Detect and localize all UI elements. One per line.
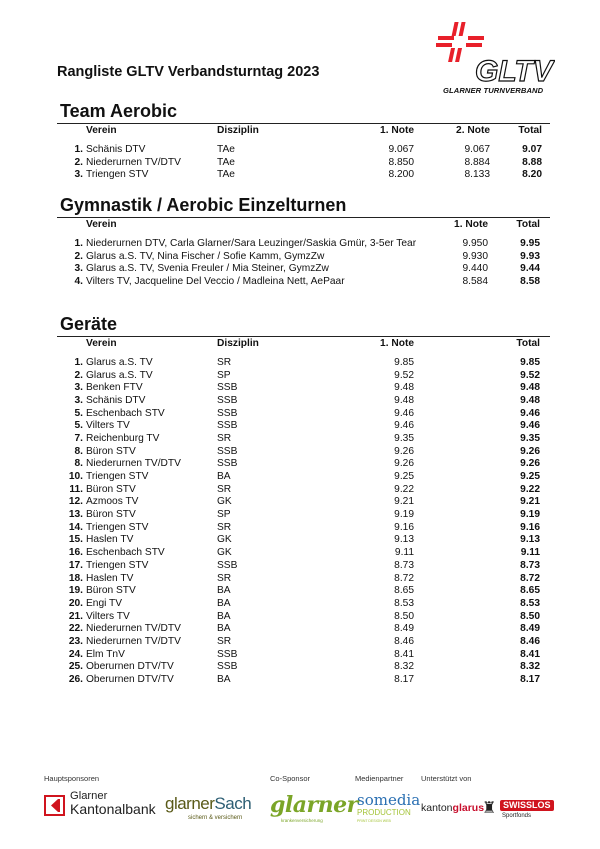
total: 8.88 <box>522 156 542 168</box>
filler <box>540 407 550 420</box>
total: 9.48 <box>520 382 540 394</box>
table-row <box>57 394 550 407</box>
verein: Oberurnen DTV/TV <box>86 661 174 673</box>
header-note1: 1. Note <box>454 219 488 230</box>
total: 9.44 <box>520 263 540 275</box>
rank: 10. <box>68 471 83 483</box>
total: 9.93 <box>520 250 540 262</box>
total: 8.20 <box>522 169 542 181</box>
total: 9.46 <box>520 420 540 432</box>
total: 8.32 <box>520 661 540 673</box>
table-row <box>57 470 550 483</box>
table-row <box>57 496 550 509</box>
total: 9.52 <box>520 369 540 381</box>
table-row <box>57 458 550 471</box>
verein: Büron STV <box>86 585 136 597</box>
label-medienpartner: Medienpartner <box>355 774 404 783</box>
note1: 8.850 <box>388 156 414 168</box>
fridolin-icon: ♜ <box>482 800 497 817</box>
note2: 8.133 <box>464 169 490 181</box>
disziplin: GK <box>217 496 232 508</box>
rank: 25. <box>68 661 83 673</box>
table-row <box>57 648 550 661</box>
rank: 26. <box>68 674 83 686</box>
filler <box>540 445 550 458</box>
rank: 3. <box>74 263 83 275</box>
verein: Büron STV <box>86 509 136 521</box>
table-row <box>57 673 550 686</box>
table-row <box>57 432 550 445</box>
note1: 9.26 <box>394 445 414 457</box>
section-team-aerobic <box>57 100 550 181</box>
rank: 19. <box>68 585 83 597</box>
table-row <box>57 622 550 635</box>
glarner-kv-tagline: krankenversicherung <box>281 818 323 823</box>
sponsor-footer <box>0 770 600 840</box>
verein: Schänis DTV <box>86 143 146 155</box>
table-header <box>57 124 550 137</box>
disziplin: SP <box>217 369 231 381</box>
gkb-logo-icon <box>44 795 65 816</box>
filler <box>540 356 550 369</box>
filler <box>540 534 550 547</box>
verein: Haslen TV <box>86 534 134 546</box>
note1: 9.48 <box>394 394 414 406</box>
filler <box>542 168 550 181</box>
disziplin: SSB <box>217 648 238 660</box>
note1: 9.440 <box>462 263 488 275</box>
rank: 2. <box>74 250 83 262</box>
total: 9.07 <box>522 143 542 155</box>
filler <box>540 521 550 534</box>
total: 8.50 <box>520 610 540 622</box>
header-disziplin: Disziplin <box>217 338 259 349</box>
verein: Vilters TV, Jacqueline Del Veccio / Madleina Nett, AePaar <box>86 275 345 287</box>
gltv-subtitle: GLARNER TURNVERBAND <box>443 86 544 95</box>
total: 9.26 <box>520 458 540 470</box>
rank: 11. <box>69 483 83 495</box>
total: 9.95 <box>520 237 540 249</box>
rank: 15. <box>68 534 83 546</box>
note1: 8.17 <box>394 674 414 686</box>
note1: 9.48 <box>394 382 414 394</box>
rank: 3. <box>74 169 83 181</box>
glarner-kv-logo: glarner <box>270 792 358 818</box>
disziplin: SP <box>217 509 231 521</box>
verein: Niederurnen DTV, Carla Glarner/Sara Leuzinger/Saskia Gmür, 3-5er Tear <box>86 237 417 249</box>
table-row <box>57 508 550 521</box>
rank: 17. <box>68 559 83 571</box>
rank: 23. <box>68 635 83 647</box>
filler <box>540 275 550 288</box>
note1: 9.85 <box>394 356 414 368</box>
rank: 5. <box>74 407 83 419</box>
total: 8.41 <box>520 648 540 660</box>
note2: 8.884 <box>464 156 490 168</box>
disziplin: SSB <box>217 420 238 432</box>
note1: 8.200 <box>388 169 414 181</box>
somedia-tagline: PRINT DESIGN WEB <box>357 819 391 823</box>
total: 8.65 <box>520 585 540 597</box>
table-row <box>57 534 550 547</box>
verein: Büron STV <box>86 445 136 457</box>
gymnastik-table <box>57 218 550 288</box>
note1: 9.950 <box>462 237 488 249</box>
note1: 8.53 <box>394 597 414 609</box>
table-row <box>57 237 550 250</box>
glarus-text: glarus <box>452 802 485 814</box>
label-hauptsponsoren: Hauptsponsoren <box>44 774 100 783</box>
table-row <box>57 262 550 275</box>
total: 9.16 <box>520 521 540 533</box>
disziplin: SSB <box>217 559 238 571</box>
filler <box>540 559 550 572</box>
filler <box>540 597 550 610</box>
table-row <box>57 445 550 458</box>
rank: 3. <box>74 394 83 406</box>
filler <box>540 496 550 509</box>
rank: 1. <box>74 143 83 155</box>
swisslos-logo: SWISSLOS <box>500 800 554 811</box>
header-verein: Verein <box>86 338 117 349</box>
note1: 9.11 <box>394 547 414 559</box>
disziplin: SSB <box>217 407 238 419</box>
verein: Eschenbach STV <box>86 407 165 419</box>
header-verein: Verein <box>86 219 117 230</box>
total: 8.53 <box>520 597 540 609</box>
note1: 8.32 <box>394 661 414 673</box>
header-note1: 1. Note <box>380 125 414 136</box>
rank: 13. <box>68 509 83 521</box>
rank: 18. <box>68 572 83 584</box>
total: 9.85 <box>520 356 540 368</box>
total: 8.46 <box>520 635 540 647</box>
note1: 8.46 <box>394 635 414 647</box>
table-row <box>57 610 550 623</box>
gkb-line2: Kantonalbank <box>70 801 156 817</box>
table-row <box>57 521 550 534</box>
filler <box>540 381 550 394</box>
total: 8.58 <box>520 275 540 287</box>
disziplin: BA <box>217 585 231 597</box>
disziplin: TAe <box>217 156 235 168</box>
total: 9.35 <box>520 432 540 444</box>
note1: 8.65 <box>394 585 414 597</box>
filler <box>540 508 550 521</box>
rank: 2. <box>74 369 83 381</box>
header-note2: 2. Note <box>456 125 490 136</box>
verein: Büron STV <box>86 483 136 495</box>
verein: Niederurnen TV/DTV <box>86 623 181 635</box>
total: 9.21 <box>520 496 540 508</box>
note1: 9.26 <box>394 458 414 470</box>
rank: 8. <box>74 458 83 470</box>
header-disziplin: Disziplin <box>217 125 259 136</box>
verein: Elm TnV <box>86 648 125 660</box>
verein: Vilters TV <box>86 420 130 432</box>
disziplin: TAe <box>217 143 235 155</box>
rank: 22. <box>68 623 83 635</box>
disziplin: SSB <box>217 394 238 406</box>
total: 9.11 <box>520 547 540 559</box>
total: 9.19 <box>520 509 540 521</box>
table-row <box>57 661 550 674</box>
filler <box>540 584 550 597</box>
note1: 9.46 <box>394 420 414 432</box>
geraete-table <box>57 337 550 686</box>
kanton-text: kanton <box>421 802 453 814</box>
verein: Niederurnen TV/DTV <box>86 458 181 470</box>
disziplin: SR <box>217 432 232 444</box>
note1: 8.41 <box>394 648 414 660</box>
total: 9.26 <box>520 445 540 457</box>
note1: 9.930 <box>462 250 488 262</box>
verein: Reichenburg TV <box>86 432 160 444</box>
note1: 9.46 <box>394 407 414 419</box>
verein: Haslen TV <box>86 572 134 584</box>
rank: 7. <box>74 432 83 444</box>
disziplin: SR <box>217 635 232 647</box>
total: 9.48 <box>520 394 540 406</box>
table-row <box>57 483 550 496</box>
note1: 9.22 <box>394 483 414 495</box>
section-geraete <box>57 313 550 686</box>
total: 8.73 <box>520 559 540 571</box>
rank: 20. <box>68 597 83 609</box>
disziplin: GK <box>217 547 232 559</box>
filler <box>540 661 550 674</box>
disziplin: SSB <box>217 661 238 673</box>
verein: Oberurnen DTV/TV <box>86 674 174 686</box>
total: 8.17 <box>520 674 540 686</box>
verein: Niederurnen TV/DTV <box>86 156 181 168</box>
document-title: Rangliste GLTV Verbandsturntag 2023 <box>57 64 320 80</box>
table-header <box>57 218 550 231</box>
filler <box>540 610 550 623</box>
note2: 9.067 <box>464 143 490 155</box>
team-aerobic-table <box>57 124 550 181</box>
filler <box>540 572 550 585</box>
disziplin: SSB <box>217 445 238 457</box>
rank: 5. <box>74 420 83 432</box>
glarnersach-part2: Sach <box>214 794 252 813</box>
total: 9.46 <box>520 407 540 419</box>
filler <box>540 673 550 686</box>
rank: 16. <box>68 547 83 559</box>
header-total: Total <box>516 338 540 349</box>
section-title: Geräte <box>60 314 118 334</box>
section-gymnastik <box>57 194 550 288</box>
table-row <box>57 546 550 559</box>
verein: Engi TV <box>86 597 123 609</box>
filler <box>540 419 550 432</box>
verein: Triengen STV <box>86 169 149 181</box>
total: 9.13 <box>520 534 540 546</box>
header-total: Total <box>518 125 542 136</box>
verein: Vilters TV <box>86 610 130 622</box>
verein: Glarus a.S. TV <box>86 369 153 381</box>
verein: Niederurnen TV/DTV <box>86 635 181 647</box>
total: 8.72 <box>520 572 540 584</box>
rank: 21. <box>68 610 83 622</box>
disziplin: BA <box>217 471 231 483</box>
disziplin: SR <box>217 572 232 584</box>
header-total: Total <box>516 219 540 230</box>
filler <box>540 648 550 661</box>
filler <box>540 458 550 471</box>
gkb-line1: Glarner <box>70 790 108 802</box>
disziplin: GK <box>217 534 232 546</box>
disziplin: BA <box>217 674 231 686</box>
rank: 4. <box>74 275 83 287</box>
table-row <box>57 419 550 432</box>
svg-text:GLTV: GLTV <box>475 55 553 88</box>
note1: 8.49 <box>394 623 414 635</box>
note1: 8.73 <box>394 559 414 571</box>
filler <box>542 143 550 156</box>
rank: 12. <box>68 496 83 508</box>
table-row <box>57 356 550 369</box>
note1: 8.584 <box>462 275 488 287</box>
disziplin: SR <box>217 521 232 533</box>
disziplin: SSB <box>217 382 238 394</box>
verein: Schänis DTV <box>86 394 146 406</box>
filler <box>540 250 550 263</box>
table-row <box>57 381 550 394</box>
note1: 8.50 <box>394 610 414 622</box>
table-row <box>57 407 550 420</box>
table-row <box>57 275 550 288</box>
total: 8.49 <box>520 623 540 635</box>
table-header <box>57 337 550 350</box>
filler <box>540 635 550 648</box>
disziplin: TAe <box>217 169 235 181</box>
header-verein: Verein <box>86 125 117 136</box>
somedia-logo: somedia <box>357 791 421 809</box>
section-title: Gymnastik / Aerobic Einzelturnen <box>60 195 347 215</box>
table-row <box>57 369 550 382</box>
glarnersach-part1: glarner <box>165 794 215 813</box>
verein: Triengen STV <box>86 521 149 533</box>
verein: Triengen STV <box>86 559 149 571</box>
swisslos-tagline: Sportfonds <box>502 813 532 819</box>
table-row <box>57 559 550 572</box>
filler <box>540 369 550 382</box>
note1: 9.19 <box>394 509 414 521</box>
table-row <box>57 635 550 648</box>
verein: Glarus a.S. TV, Svenia Freuler / Mia Steiner, GymzZw <box>86 263 329 275</box>
glarnersach-logo <box>165 794 251 814</box>
note1: 9.067 <box>388 143 414 155</box>
total: 9.22 <box>520 483 540 495</box>
disziplin: SR <box>217 483 232 495</box>
table-row <box>57 156 550 169</box>
rank: 14. <box>68 521 83 533</box>
filler <box>540 546 550 559</box>
filler <box>540 483 550 496</box>
table-row <box>57 168 550 181</box>
verein: Azmoos TV <box>86 496 139 508</box>
rank: 3. <box>74 382 83 394</box>
total: 9.25 <box>520 471 540 483</box>
rank: 8. <box>74 445 83 457</box>
disziplin: SSB <box>217 458 238 470</box>
label-co-sponsor: Co-Sponsor <box>270 774 311 783</box>
disziplin: BA <box>217 597 231 609</box>
verein: Triengen STV <box>86 471 149 483</box>
header-note1: 1. Note <box>380 338 414 349</box>
filler <box>540 470 550 483</box>
disziplin: BA <box>217 610 231 622</box>
verein: Benken FTV <box>86 382 143 394</box>
label-unterstuetzt: Unterstützt von <box>421 774 472 783</box>
filler <box>540 394 550 407</box>
table-row <box>57 584 550 597</box>
table-row <box>57 250 550 263</box>
disziplin: BA <box>217 623 231 635</box>
note1: 9.25 <box>394 471 414 483</box>
rank: 2. <box>74 156 83 168</box>
rank: 1. <box>74 237 83 249</box>
filler <box>540 262 550 275</box>
kanton-glarus-logo <box>421 802 484 814</box>
filler <box>540 237 550 250</box>
table-row <box>57 143 550 156</box>
filler <box>542 156 550 169</box>
note1: 9.35 <box>394 432 414 444</box>
disziplin: SR <box>217 356 232 368</box>
table-row <box>57 572 550 585</box>
note1: 9.16 <box>394 521 414 533</box>
note1: 9.21 <box>394 496 414 508</box>
glarnersach-tagline: sichern & versichern <box>188 815 243 821</box>
somedia-production: PRODUCTION <box>357 808 411 817</box>
verein: Glarus a.S. TV <box>86 356 153 368</box>
verein: Eschenbach STV <box>86 547 165 559</box>
note1: 9.13 <box>394 534 414 546</box>
filler <box>540 622 550 635</box>
filler <box>540 432 550 445</box>
table-row <box>57 597 550 610</box>
section-title: Team Aerobic <box>60 101 178 121</box>
rank: 1. <box>74 356 83 368</box>
verein: Glarus a.S. TV, Nina Fischer / Sofie Kamm, GymzZw <box>86 250 325 262</box>
gkb-logo-text <box>70 790 156 817</box>
note1: 9.52 <box>394 369 414 381</box>
rank: 24. <box>68 648 83 660</box>
note1: 8.72 <box>394 572 414 584</box>
